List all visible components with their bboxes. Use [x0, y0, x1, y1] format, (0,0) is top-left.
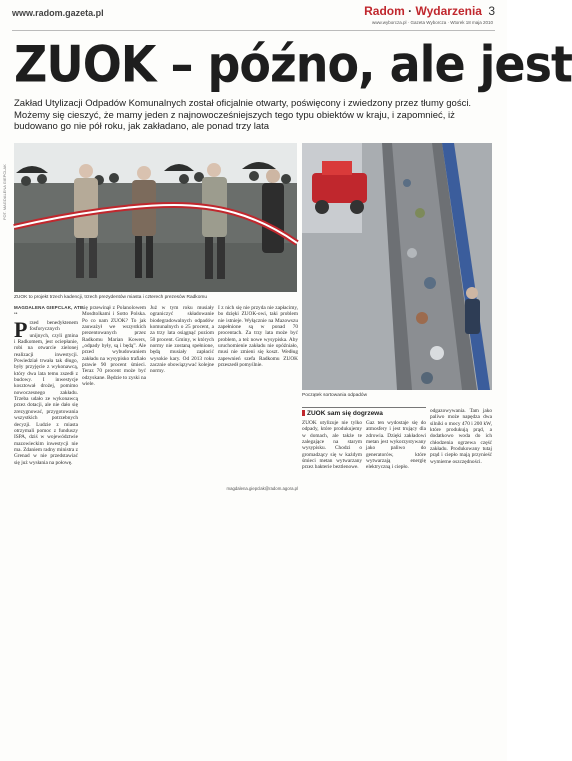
page-number: 3 [488, 4, 495, 18]
article-column-1 [14, 317, 78, 498]
section-city: Radom [364, 4, 405, 18]
header-rule [12, 30, 495, 31]
sorting-conveyor-illustration [302, 143, 492, 390]
section-subline: www.wyborcza.pl · Gazeta Wyborcza · Wtorek 18 maja 2010 [371, 20, 493, 25]
box-column-3-text: odgazowywania. Tam jako paliwo może napędza dwa silniki o mocy 470 i 200 kW, które produkują prąd, a dodatkowo woda do ich chłodzenia ogrzewa część zakładu. Produkowany tutaj prąd i ciepło mają przynieść wymierne oszczędności. [430, 408, 492, 465]
section-name: Wydarzenia [415, 4, 482, 18]
box-column-1-text: ZUOK utylizuje nie tylko odpady, które produkujemy w domach, ale także te zalegające na starym wysypisku. Chodzi o gromadzący się w każdym śmieci metan wytwarzany przez bakterie beztlenowe. [302, 420, 362, 471]
article-headline: ZUOK – późno, ale jest [14, 34, 572, 94]
box-column-3 [430, 408, 492, 498]
author-email: magdalena.giepclak@radom.agora.pl [226, 486, 298, 491]
ribbon-cutting-photo [14, 143, 297, 292]
article-lead: Zakład Utylizacji Odpadów Komunalnych został oficjalnie otwarty, poświęcony i zwiedzony przez tłumy gości. Możemy się cieszyć, że mamy jeden z najnowocześniejszych tego typu obiektów w kraju, i zapomnieć, iż budowano go nie pół roku, jak zakładano, ale ponad trzy lata [14, 98, 472, 133]
box-title-text: ZUOK sam się dogrzewa [307, 410, 383, 417]
column-4-text: I z nich się nie przyda nie zapłacimy, bo dzięki ZUOK-owi, taki problem nie istnieje. Wyłącznie na Mazowszu zapełnione są w ponad 70 procentach. Za trzy lata może być problem, a też nowe wysypiska. Aby uruchomienie zakładu nie opóźniało, musi nie zmieni się koszt. Według zapewnień szefa Radkomu ZUOK przeszedł pomyślnie. [218, 305, 298, 369]
box-marker-icon [302, 410, 305, 416]
article-column-2 [82, 305, 146, 498]
sidebar-box-title [302, 410, 383, 417]
box-column-1 [302, 420, 362, 498]
sorting-conveyor-photo [302, 143, 492, 390]
article-column-3 [150, 305, 214, 498]
site-url: www.radom.gazeta.pl [12, 8, 104, 18]
section-separator: · [408, 4, 413, 18]
column-1-text: rzed benedyktenem fosforycznych unijnych, czyli gmina i Radkomem, jest ociepłanie, robi na otwarcie zielonej realizacji inwestycji. Powiedział trwała tak długo, były przyjęcie z wykonawcą, który dwa lata temu zszedł z budowy. I inwestycje kosztował drożej, pomimo nowoczesnego zakładu. Trzeba udało ze wykonawcą przez dotacji, ale nie dało się zrezygnować, przygotowania wszystkich potrzebnych decyzji. Ludzie z miasta otrzymali pomoc z funduszy ISPA, dziś w województwie mazowieckim inwestycji nie ma. Zdaniem radny ministra z Grenad w nie przedstawiać się już wysłania na połowę. [14, 320, 78, 466]
article-column-4 [218, 305, 298, 483]
box-rule [302, 407, 426, 408]
dropcap: P [14, 317, 28, 342]
box-column-2 [366, 420, 426, 498]
section-header [364, 4, 495, 18]
column-2-text: się przewinął z Polanolowem Mosdtolkami i Sotto Polska. Po co nam ZUOK? To jak zauważył we wszystkich prezentowanych przez Radkomu Marian Kowers, „odpady były, są i będą”. Ale przed wybudowaniem zakładu na wysypisko trafiało prawie 90 procent śmieci. Teraz 70 procent może być odzyskane. Będzie to zyski na wiele. [82, 305, 146, 388]
main-photo-caption: ZUOK to projekt trzech kadencji, trzech prezydentów miasta i czterech prezesów Radkomu [14, 295, 208, 300]
photo-credit: FOT. MAGDALENA GIEPCLAK [2, 164, 7, 220]
ribbon-cutting-illustration [14, 143, 297, 292]
box-column-2-text: Gaz ten wydostaje się do atmosfery i jest trujący dla zdrowia. Dzięki zakładowi metan jest wykorzystywany jako paliwo do generatorów, które wytwarzają energię elektryczną i ciepło. [366, 420, 426, 471]
side-photo-caption: Początek sortowania odpadów [302, 393, 368, 398]
column-3-text: Już w tym roku musiały ograniczyć składowanie biodegradowalnych odpadów komunalnych o 25 procent, a za trzy lata osiągnąć poziom 50 procent. Gminy, w których normy nie zostaną spełnione, będą musiały zapłacić wysokie kary. Od 2013 roku zacznie obowiązywać kolejne normy. [150, 305, 214, 375]
byline-mark: •• [14, 312, 18, 317]
byline: MAGDALENA GIEPCLAK, ATE [14, 305, 84, 310]
